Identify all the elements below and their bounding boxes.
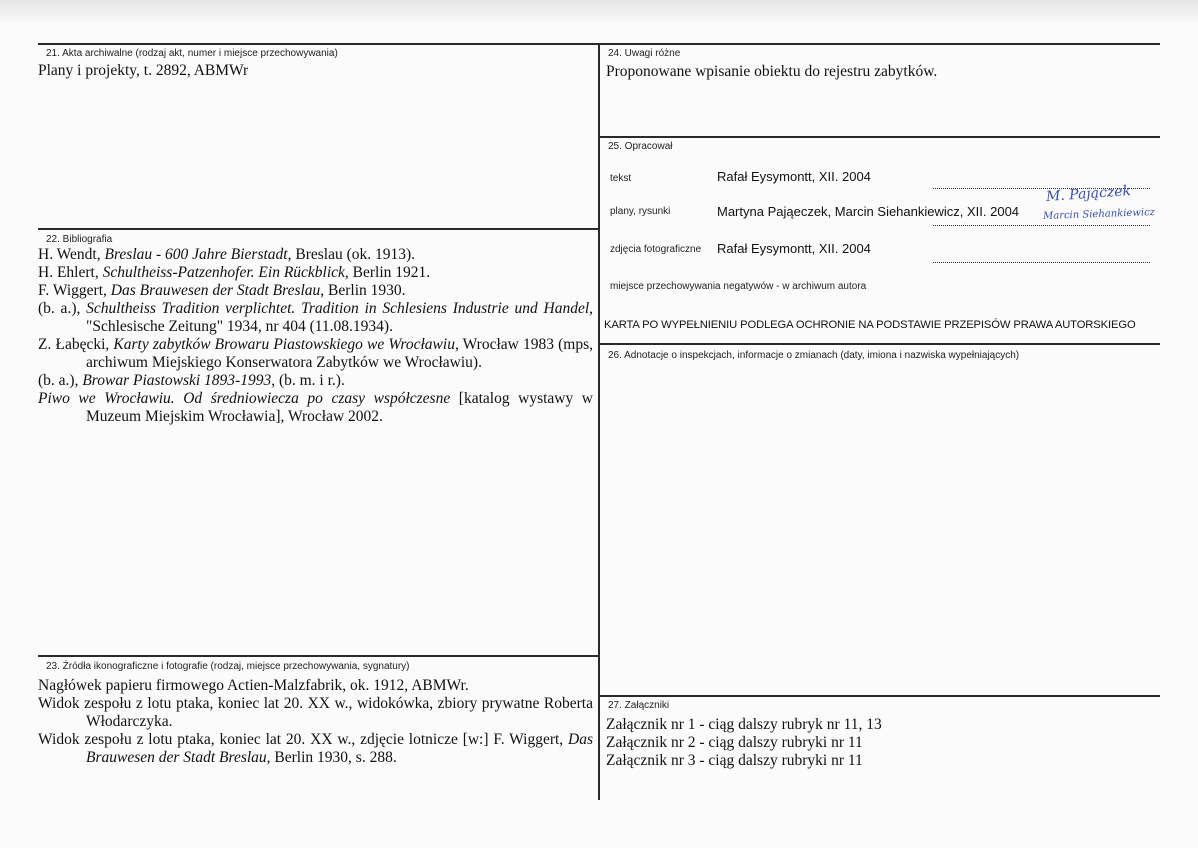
- bibliography-entry: [38, 372, 593, 390]
- bibliography-entry-text: , Berlin 1930.: [320, 282, 406, 299]
- bibliography-entry-text: H. Wendt,: [38, 246, 105, 263]
- bibliography-entry-text: [katalog wystawy w Muzeum Miejskim Wrocławia], Wrocław 2002.: [86, 390, 593, 425]
- source-entry-text: Widok zespołu z lotu ptaka, koniec lat 20. XX w., widokówka, zbiory prywatne Roberta Włodarczyka.: [38, 695, 593, 730]
- bibliography-entry-text: , (b. m. i r.).: [271, 372, 345, 389]
- bibliography-entry-text: Z. Łabęcki,: [38, 336, 114, 353]
- bibliography-entry-text: , Wrocław 1983 (mps, archiwum Miejskiego Konserwatora Zabytków we Wrocławiu).: [86, 336, 593, 371]
- signature-pajaczek: M. Pajączek: [1045, 183, 1132, 205]
- bibliography-entry: [38, 390, 593, 426]
- bibliography-entry: [38, 246, 593, 264]
- zdjecia-label: zdjęcia fotograficzne: [610, 244, 702, 255]
- section-24-label: 24. Uwagi różne: [608, 48, 681, 59]
- rule-25-26: [598, 343, 1160, 345]
- bibliography-entry-text: H. Ehlert,: [38, 264, 103, 281]
- bibliography-entry-text: , Breslau (ok. 1913).: [287, 246, 416, 263]
- tekst-value: Rafał Eysymontt, XII. 2004: [717, 169, 871, 184]
- rule-26-27: [598, 695, 1160, 697]
- source-entry-title: Das Brauwesen der Stadt Breslau: [86, 731, 593, 766]
- section-21-value: Plany i projekty, t. 2892, ABMWr: [38, 62, 249, 79]
- plany-signature-line: [933, 225, 1150, 226]
- source-entry: [38, 731, 593, 767]
- signature-siehankiewicz: Marcin Siehankiewicz: [1042, 207, 1156, 222]
- rule-24-25: [598, 136, 1160, 138]
- source-entry: [38, 677, 593, 695]
- attachment-item: Załącznik nr 1 - ciąg dalszy rubryk nr 11, 13: [606, 716, 882, 733]
- bibliography-entry-title: Browar Piastowski 1893-1993: [82, 372, 272, 389]
- bibliography-entry-text: F. Wiggert,: [38, 282, 111, 299]
- bibliography-entry-text: , Berlin 1921.: [344, 264, 431, 281]
- source-entry-text: , Berlin 1930, s. 288.: [266, 749, 397, 766]
- source-entry-text: Nagłówek papieru firmowego Actien-Malzfabrik, ok. 1912, ABMWr.: [38, 677, 469, 694]
- bibliography-entry-title: Schultheiss-Patzenhofer. Ein Rückblick: [102, 264, 345, 281]
- attachments-list: [606, 716, 1158, 770]
- bibliography-entry-title: Das Brauwesen der Stadt Breslau: [110, 282, 321, 299]
- bibliography-entry: [38, 336, 593, 372]
- section-22-label: 22. Bibliografia: [46, 234, 113, 245]
- section-26-label: 26. Adnotacje o inspekcjach, informacje o zmianach (daty, imiona i nazwiska wypełniających): [608, 350, 1020, 361]
- bibliography-entry-title: Piwo we Wrocławiu. Od średniowiecza po czasy współczesne: [38, 390, 451, 407]
- plany-label: plany, rysunki: [610, 206, 671, 217]
- sources-list: [38, 677, 593, 767]
- source-entry-text: Widok zespołu z lotu ptaka, koniec lat 20. XX w., zdjęcie lotnicze [w:] F. Wiggert,: [38, 731, 569, 748]
- section-25-label: 25. Opracował: [608, 141, 673, 152]
- rule-21-22: [38, 228, 599, 230]
- copyright-notice: KARTA PO WYPEŁNIENIU PODLEGA OCHRONIE NA PODSTAWIE PRZEPISÓW PRAWA AUTORSKIEGO: [604, 319, 1136, 331]
- zdjecia-value: Rafał Eysymontt, XII. 2004: [717, 241, 871, 256]
- bibliography-entry-text: (b. a.),: [38, 372, 83, 389]
- section-27-label: 27. Załączniki: [608, 700, 670, 711]
- bibliography-entry-text: , "Schlesische Zeitung" 1934, nr 404 (11.08.1934).: [86, 300, 594, 335]
- bibliography-entry-title: Schultheiss Tradition verplichtet. Tradition in Schlesiens Industrie und Handel: [86, 300, 590, 317]
- bibliography-entry-title: Karty zabytków Browaru Piastowskiego we Wrocławiu: [113, 336, 455, 353]
- plany-value: Martyna Pająeczek, Marcin Siehankiewicz, XII. 2004: [717, 204, 1020, 219]
- section-23-label: 23. Źródła ikonograficzne i fotografie (rodzaj, miejsce przechowywania, sygnatury): [46, 661, 410, 672]
- bibliography-entry-title: Breslau - 600 Jahre Bierstadt: [104, 246, 288, 263]
- negatives-storage: miejsce przechowywania negatywów - w archiwum autora: [610, 281, 867, 292]
- tekst-label: tekst: [610, 173, 632, 184]
- bibliography-entry: [38, 264, 593, 282]
- bibliography-entry-text: (b. a.),: [38, 300, 87, 317]
- attachment-item: Załącznik nr 2 - ciąg dalszy rubryki nr 11: [606, 734, 863, 751]
- bibliography-entry: [38, 300, 593, 336]
- attachment-item: Załącznik nr 3 - ciąg dalszy rubryki nr 11: [606, 752, 863, 769]
- center-divider: [598, 43, 600, 800]
- rule-22-23: [38, 655, 599, 657]
- source-entry: [38, 695, 593, 731]
- section-21-label: 21. Akta archiwalne (rodzaj akt, numer i miejsce przechowywania): [46, 48, 338, 59]
- zdjecia-signature-line: [933, 262, 1150, 263]
- scan-top-strip: [0, 0, 1198, 22]
- bibliography-list: [38, 246, 593, 426]
- section-24-value: Proponowane wpisanie obiektu do rejestru zabytków.: [606, 63, 938, 80]
- bibliography-entry: [38, 282, 593, 300]
